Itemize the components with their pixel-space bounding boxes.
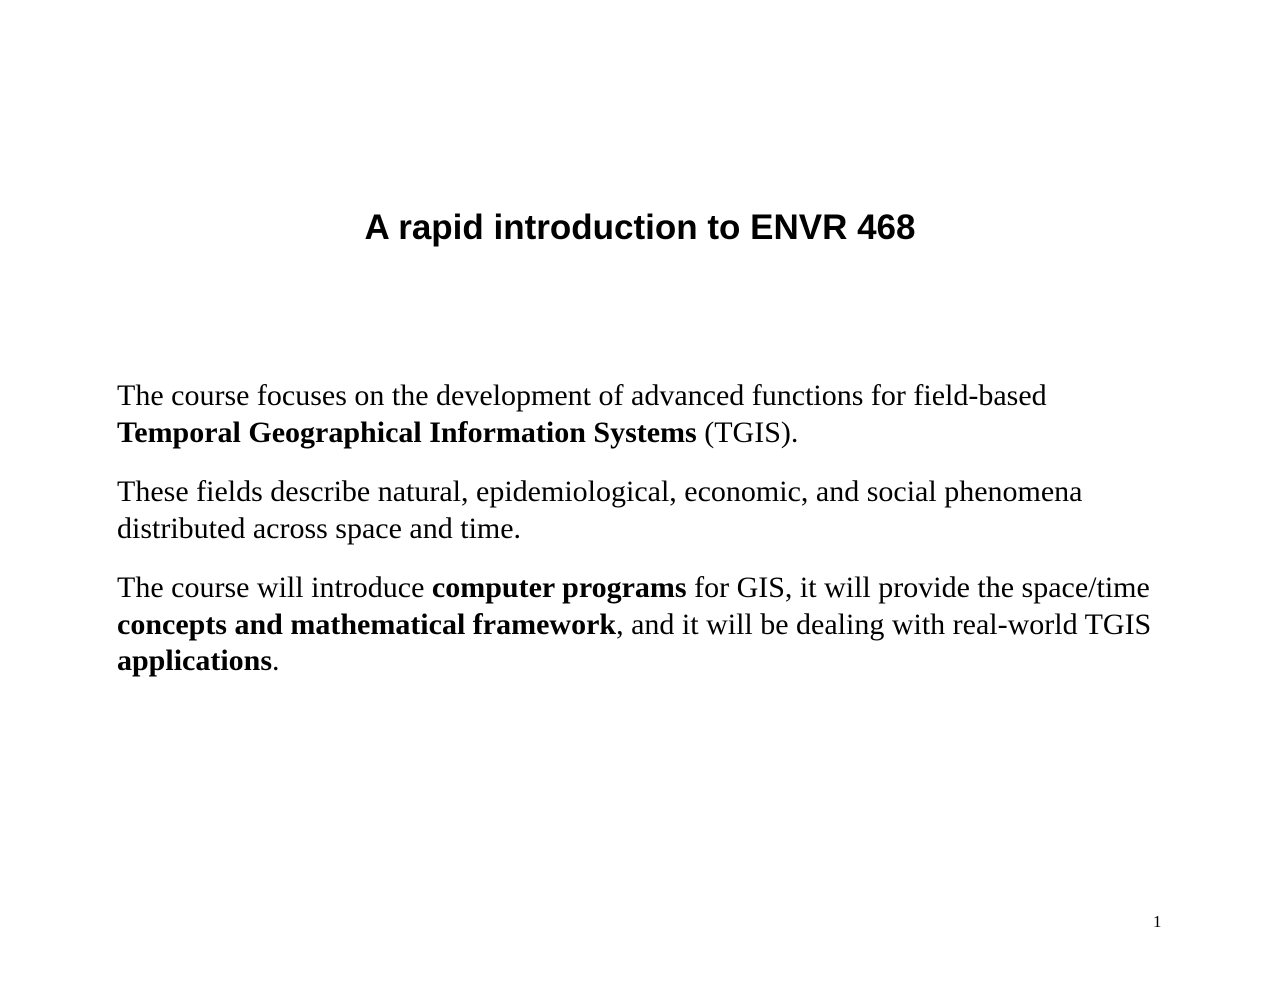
slide-body [117,378,1177,703]
bold-term-concepts-framework: concepts and mathematical framework [117,607,617,641]
paragraph-course-contents [117,570,1177,680]
text-segment: . [272,644,280,677]
slide-title: A rapid introduction to ENVR 468 [364,208,916,247]
bold-term-tgis: Temporal Geographical Information Systems [117,415,697,449]
text-segment: These fields describe natural, epidemiological, economic, and social phenomena distributed across space and time. [117,475,1083,545]
text-segment: (TGIS). [696,415,799,449]
text-segment: The course focuses on the development of advanced functions for field-based [117,379,1047,412]
bold-term-computer-programs: computer programs [431,571,687,604]
paragraph-tgis-focus [117,378,1177,451]
text-segment: The course will introduce [117,571,432,604]
bold-term-applications: applications [117,644,273,677]
text-segment: , and it will be dealing with real-world TGIS [616,607,1152,641]
paragraph-fields-description [117,474,1177,547]
page-number: 1 [1153,912,1162,931]
text-segment: for GIS, it will provide the space/time [686,571,1150,604]
